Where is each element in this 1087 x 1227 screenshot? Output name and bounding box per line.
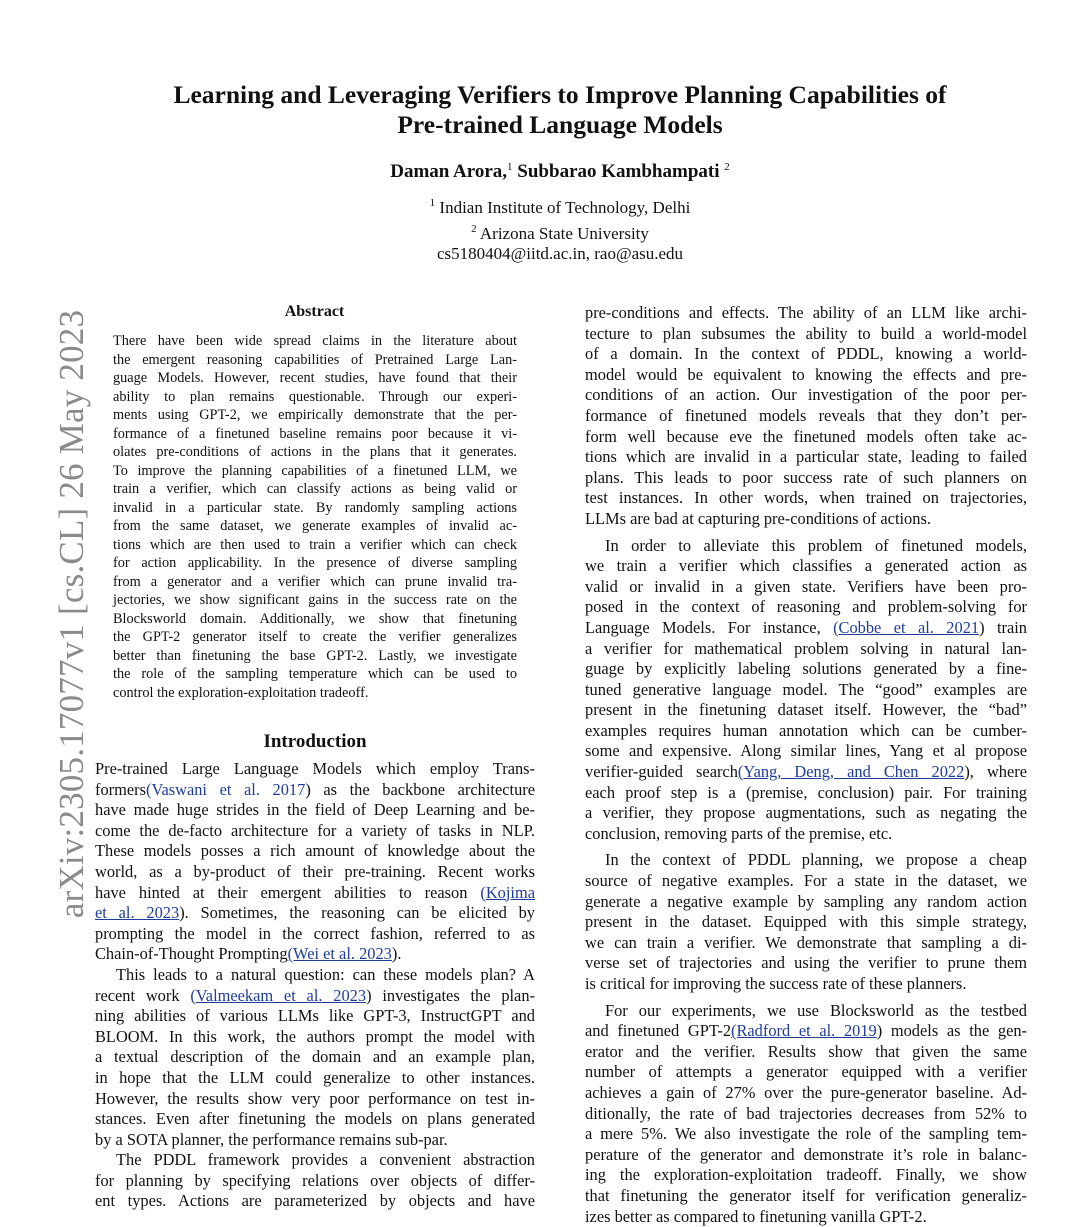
text-line: In the context of PDDL planning, we propose a cheap [605, 850, 1027, 870]
abstract-line: the role of the sampling temperature which can be used to [113, 666, 517, 682]
text-line: ent types. Actions are parameterized by objects and have [95, 1191, 535, 1211]
abstract-line: from a generator and a verifier which can prune invalid tra- [113, 573, 517, 590]
author-emails: cs5180404@iitd.ac.in, rao@asu.edu [436, 244, 684, 263]
text-line: guage by explicitly labeling solutions generated by a fine- [585, 659, 1027, 679]
text-line: some and expensive. Along similar lines, Yang et al propose [585, 741, 1027, 761]
paragraph [585, 850, 1027, 994]
paragraph [95, 1150, 535, 1212]
abstract-line: tions which are then used to train a verifier which can check [113, 536, 517, 553]
text-line: For our experiments, we use Blocksworld as the testbed [605, 1000, 1027, 1020]
text-line: ditionally, the rate of bad trajectories decreases from 52% to [585, 1103, 1027, 1123]
text-line: we can train a verifier. We demonstrate that sampling a di- [585, 932, 1027, 952]
abstract-line: To improve the planning capabilities of a finetuned LLM, we [113, 462, 517, 479]
text-line: a mere 5%. We also investigate the role of the sampling tem- [585, 1124, 1027, 1144]
text-line: in hope that the LLM could generalize to other instances. [95, 1067, 535, 1087]
text-line: we train a verifier which classifies a generated action as [585, 556, 1027, 576]
text-line: perature of the generator and demonstrate it’s role in balanc- [585, 1144, 1027, 1164]
text-span: have hinted at their emergent abilities to reason [95, 882, 481, 902]
text-line: source of negative examples. For a state in the dataset, we [585, 871, 1027, 891]
text-line: for planning by specifying relations over objects of differ- [95, 1170, 535, 1190]
text-line: prompting the model in the correct fashion, referred to as [95, 923, 535, 943]
citation-link[interactable]: (Kojima [480, 882, 535, 902]
text-line: tuned generative language model. The “good” examples are [585, 679, 1027, 699]
abstract-line: for action applicability. In the presence of diverse sampling [113, 555, 517, 571]
text-line: present in the dataset. Equipped with this simple strategy, [585, 912, 1027, 932]
affiliation-line [100, 219, 1020, 245]
text-line: formance of finetuned models reveals that they don’t per- [585, 405, 1027, 425]
text-line: examples requires human annotation which can be cumber- [585, 720, 1027, 740]
abstract-line: invalid in a particular state. By randomly sampling actions [113, 499, 517, 516]
text-line [585, 1021, 1027, 1042]
abstract-line: train a verifier, which can classify actions as being valid or [113, 481, 517, 497]
author-name: Daman Arora, [390, 161, 508, 182]
text-line: number of attempts a generator equipped with a verifier [585, 1062, 1027, 1082]
text-line: The PDDL framework provides a convenient abstraction [116, 1150, 535, 1170]
text-line [585, 618, 1027, 639]
text-line [585, 762, 1027, 783]
text-span: Chain-of-Thought Prompting [95, 944, 288, 964]
citation-link[interactable]: (Radford et al. 2019 [731, 1021, 877, 1041]
text-line: stances. Even after finetuning the models on plans generated [95, 1109, 535, 1129]
text-line: model would be equivalent to knowing the effects and pre- [585, 364, 1027, 384]
text-line: a textual description of the domain and an example plan, [95, 1047, 535, 1067]
arxiv-identifier-stamp: arXiv:2305.17077v1 [cs.CL] 26 May 2023 [52, 309, 91, 919]
citation-link[interactable]: (Vaswani et al. 2017 [145, 779, 306, 799]
abstract-line: ability to plan remains questionable. Through our experi- [113, 388, 517, 405]
abstract-heading: Abstract [284, 303, 345, 320]
abstract-line: ments using GPT-2, we empirically demonstrate that the per- [113, 407, 517, 423]
text-line: conditions of an action. Our investigation of the poor per- [585, 385, 1027, 405]
abstract-line: the GPT-2 generator itself to create the verifier generalizes [113, 629, 517, 645]
text-span: ) as the backbone architecture [305, 779, 535, 799]
text-line: come the de-facto architecture for a variety of tasks in NLP. [95, 820, 535, 840]
abstract-line: olates pre-conditions of actions in the plans that it generates. [113, 444, 517, 460]
text-line: ning abilities of various LLMs like GPT-3, InstructGPT and [95, 1006, 535, 1026]
text-span: ) train [979, 617, 1027, 637]
text-line: plans. This leads to poor success rate of such planners on [585, 467, 1027, 487]
text-line: each proof step is a (premise, conclusion) pair. For training [585, 782, 1027, 802]
affiliation-text: Indian Institute of Technology, Delhi [439, 198, 691, 217]
text-line: posed in the context of reasoning and problem-solving for [585, 597, 1027, 617]
text-span: Language Models. For instance, [585, 617, 834, 637]
abstract-line: control the exploration-exploitation tradeoff. [113, 684, 369, 701]
title-line: Pre-trained Language Models [397, 110, 723, 139]
text-line [95, 944, 535, 965]
paragraph [95, 965, 535, 1150]
text-line: These models posses a rich amount of knowledge about the [95, 841, 535, 861]
author-affiliation-mark: 1 [507, 161, 513, 173]
text-span: recent work [95, 985, 191, 1005]
text-line: This leads to a natural question: can these models plan? A [116, 964, 535, 984]
abstract-line: Blocksworld domain. Additionally, we show that finetuning [113, 610, 517, 627]
text-line: However, the results show very poor performance on test in- [95, 1088, 535, 1108]
abstract-line: There have been wide spread claims in the literature about [113, 333, 517, 349]
paragraph [585, 1001, 1027, 1227]
text-span: and finetuned GPT-2 [585, 1021, 732, 1041]
paragraph [95, 759, 535, 965]
text-line: of a domain. In the context of PDDL, knowing a world- [585, 344, 1027, 364]
text-line: erator and the verifier. Results show that given the same [585, 1041, 1027, 1061]
text-line: that finetuning the generator itself for verification generaliz- [585, 1185, 1027, 1205]
text-span: verifier-guided search [585, 762, 738, 782]
text-span: ). [391, 944, 402, 964]
citation-link[interactable]: et al. 2023 [95, 903, 180, 923]
text-line: a verifier for mathematical problem solving in natural lan- [585, 638, 1027, 658]
text-line: tions which are invalid in a particular state, leading to failed [585, 447, 1027, 467]
right-column-text [585, 303, 1027, 1227]
affiliation-text: Arizona State University [479, 223, 649, 243]
text-line: a verifier, they propose augmentations, such as negating the [585, 803, 1027, 823]
introduction-heading: Introduction [263, 731, 367, 752]
text-line: have made huge strides in the field of Deep Learning and be- [95, 800, 535, 820]
text-line: generate a negative example by sampling any random action [585, 891, 1027, 911]
text-line: Pre-trained Large Language Models which employ Trans- [95, 759, 535, 778]
author-affiliation-mark: 2 [724, 161, 730, 173]
paper-title [100, 80, 1020, 140]
text-span: ). Sometimes, the reasoning can be elicited by [179, 903, 536, 923]
text-span: ), where [964, 762, 1027, 782]
text-line: In order to alleviate this problem of finetuned models, [605, 535, 1027, 555]
abstract-line: formance of a finetuned baseline remains poor because it vi- [113, 425, 517, 442]
paragraph [585, 303, 1027, 530]
affiliation-line [100, 193, 1020, 219]
author-list [100, 161, 1020, 183]
paragraph [585, 536, 1027, 845]
text-span: ) models as the gen- [876, 1021, 1028, 1041]
text-span: ) investigates the plan- [366, 985, 535, 1005]
text-line: form well because eve the finetuned models often take ac- [585, 426, 1027, 446]
text-line: BLOOM. In this work, the authors prompt the model with [95, 1026, 535, 1046]
text-line: verse set of trajectories and using the verifier to prune them [585, 953, 1027, 973]
text-line: present in the finetuning dataset itself. However, the “bad” [585, 700, 1027, 720]
affiliation-mark: 1 [429, 197, 436, 209]
citation-link[interactable]: (Wei et al. 2023 [287, 944, 392, 964]
text-span: formers [95, 779, 146, 799]
abstract-body [113, 332, 517, 702]
text-line [95, 780, 535, 801]
abstract-line: better than finetuning the base GPT-2. Lastly, we investigate [113, 647, 517, 664]
text-line: test instances. In other words, when trained on trajectories, [585, 488, 1027, 508]
abstract-line: from the same dataset, we generate examples of invalid ac- [113, 518, 517, 534]
text-line [95, 903, 535, 924]
citation-link[interactable]: (Valmeekam et al. 2023 [190, 985, 367, 1005]
text-line: by a SOTA planner, the performance remains sub-par. [95, 1129, 448, 1149]
text-line: world, as a by-product of their pre-training. Recent works [95, 861, 535, 881]
citation-link[interactable]: (Cobbe et al. 2021 [833, 617, 980, 637]
text-line: tecture to plan subsumes the ability to build a world-model [585, 323, 1027, 343]
text-line: izes better as compared to finetuning vanilla GPT-2. [585, 1206, 927, 1226]
text-line: is critical for improving the success rate of these planners. [585, 974, 967, 993]
affiliation-mark: 2 [471, 222, 477, 235]
text-line: achieves a gain of 27% over the pure-generator baseline. Ad- [585, 1082, 1027, 1102]
text-line [95, 986, 535, 1007]
text-line [95, 883, 535, 904]
citation-link[interactable]: (Yang, Deng, and Chen 2022 [737, 762, 965, 782]
author-name: Subbarao Kambhampati [517, 161, 720, 182]
text-line: LLMs are bad at capturing pre-conditions of actions. [585, 508, 931, 528]
title-line: Learning and Leveraging Verifiers to Improve Planning Capabilities of [173, 80, 947, 109]
text-line: ing the exploration-exploitation tradeoff. Finally, we show [585, 1165, 1027, 1185]
affiliations [100, 193, 1020, 265]
text-line: pre-conditions and effects. The ability of an LLM like archi- [585, 303, 1027, 322]
text-line: valid or invalid in a given state. Verifiers have been pro- [585, 576, 1027, 596]
abstract-line: jectories, we show significant gains in the success rate on the [113, 592, 517, 608]
text-line: conclusion, removing parts of the premise, etc. [585, 823, 893, 843]
abstract-line: the emergent reasoning capabilities of Pretrained Large Lan- [113, 351, 517, 368]
abstract-line: guage Models. However, recent studies, have found that their [113, 370, 517, 386]
left-column-text [95, 759, 535, 1212]
